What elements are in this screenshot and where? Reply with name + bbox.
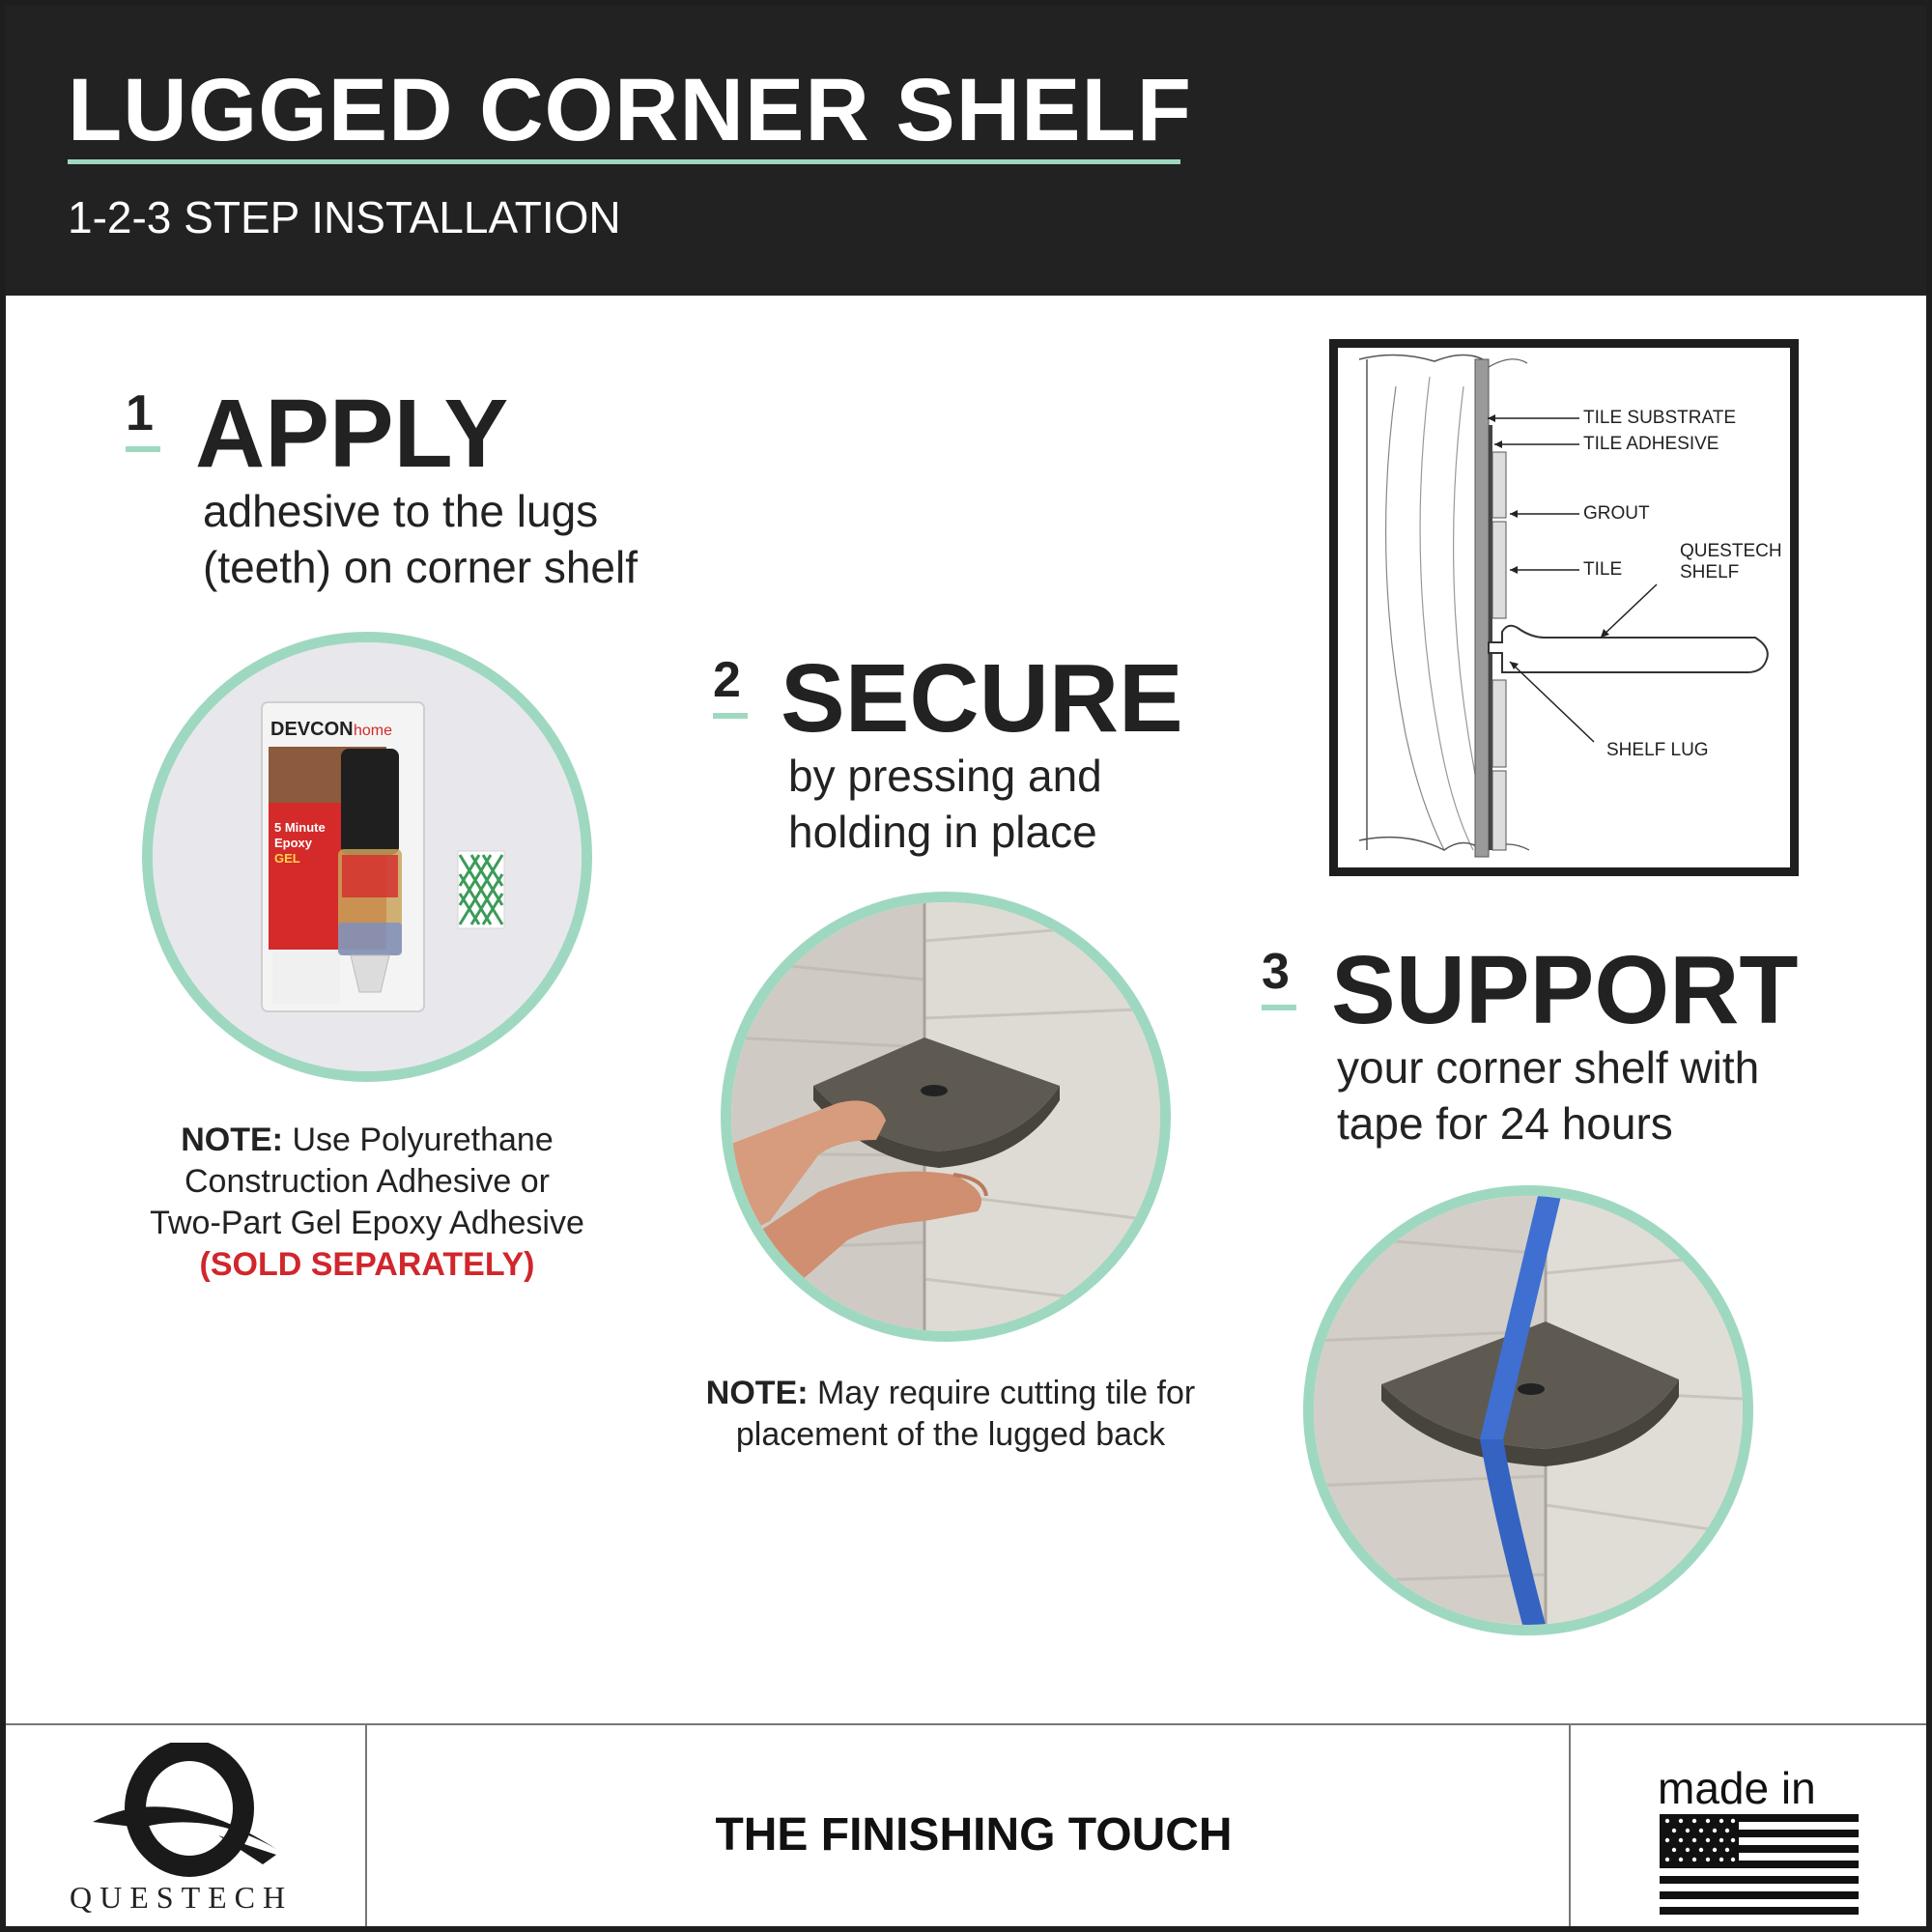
label-tile-substrate: TILE SUBSTRATE [1583, 408, 1737, 428]
step-2-number-underline [713, 713, 748, 719]
label-grout: GROUT [1583, 503, 1650, 524]
step-2-note-line-1: May require cutting tile for [808, 1375, 1196, 1411]
tagline: THE FINISHING TOUCH [715, 1809, 1233, 1861]
step-3-number-underline [1262, 1005, 1296, 1010]
step-2-note-line-2: placement of the lugged back [735, 1416, 1166, 1453]
step-1-number [126, 384, 154, 442]
step-1-note-line-1: Use Polyurethane [283, 1122, 554, 1158]
step-3-title: SUPPORT [1331, 936, 1799, 1044]
step-3-description [1337, 1039, 1759, 1151]
step-1-note-line-2: Construction Adhesive or [185, 1163, 550, 1200]
step-1-description [203, 483, 638, 595]
step-2-note [672, 1373, 1229, 1456]
label-tile-adhesive: TILE ADHESIVE [1583, 434, 1719, 454]
pressing-shelf-image [731, 902, 1160, 1331]
step-1-title: APPLY [195, 380, 509, 488]
step-1-number-text: 1 [126, 385, 154, 441]
footer-bar [6, 1723, 1932, 1932]
usa-flag-icon [1660, 1814, 1859, 1915]
label-questech-shelf [1680, 541, 1782, 583]
svg-text:DEVCON: DEVCON [270, 719, 354, 740]
step-1-desc-line-1: adhesive to the lugs [203, 486, 599, 536]
label-shelf-lug: SHELF LUG [1606, 740, 1709, 760]
svg-text:GEL: GEL [274, 851, 300, 866]
svg-text:home: home [354, 723, 393, 739]
made-in-label: made in [1658, 1763, 1816, 1813]
step-2-desc-line-1: by pressing and [788, 751, 1102, 801]
step-2-desc-line-2: holding in place [788, 807, 1097, 857]
step-1-number-underline [126, 446, 160, 452]
taped-shelf-image [1314, 1196, 1743, 1625]
step-2-note-label: NOTE: [705, 1375, 809, 1411]
step-2-photo [721, 892, 1171, 1342]
questech-logo-icon [83, 1743, 296, 1878]
step-2-description [788, 748, 1102, 860]
step-3-photo [1303, 1185, 1753, 1635]
label-questech-shelf-line-2: SHELF [1680, 562, 1740, 582]
label-tile: TILE [1583, 559, 1623, 580]
step-3-number [1262, 943, 1290, 1001]
header-banner [6, 6, 1932, 296]
brand-name: QUESTECH [70, 1880, 294, 1915]
footer-divider-left [365, 1725, 367, 1932]
page-subtitle: 1-2-3 STEP INSTALLATION [68, 192, 621, 242]
step-1-photo [142, 632, 592, 1082]
step-1-desc-line-2: (teeth) on corner shelf [203, 542, 639, 592]
step-1-note [106, 1120, 628, 1286]
title-underline [68, 159, 1180, 164]
page-title: LUGGED CORNER SHELF [68, 61, 1192, 159]
svg-text:5 Minute: 5 Minute [274, 820, 326, 835]
tile-cross-section-diagram [1329, 339, 1799, 876]
step-3-desc-line-1: your corner shelf with [1337, 1042, 1760, 1093]
sold-separately-warning: (SOLD SEPARATELY) [199, 1246, 535, 1283]
step-1-note-label: NOTE: [181, 1122, 284, 1158]
epoxy-package-image [153, 642, 582, 1071]
step-3-number-text: 3 [1262, 944, 1290, 1000]
step-2-title: SECURE [781, 644, 1183, 753]
step-1-note-line-3: Two-Part Gel Epoxy Adhesive [150, 1205, 584, 1241]
label-questech-shelf-line-1: QUESTECH [1680, 541, 1782, 561]
svg-text:Epoxy: Epoxy [274, 836, 313, 850]
step-2-number-text: 2 [713, 652, 741, 708]
step-2-number [713, 651, 741, 709]
step-3-desc-line-2: tape for 24 hours [1337, 1098, 1673, 1149]
